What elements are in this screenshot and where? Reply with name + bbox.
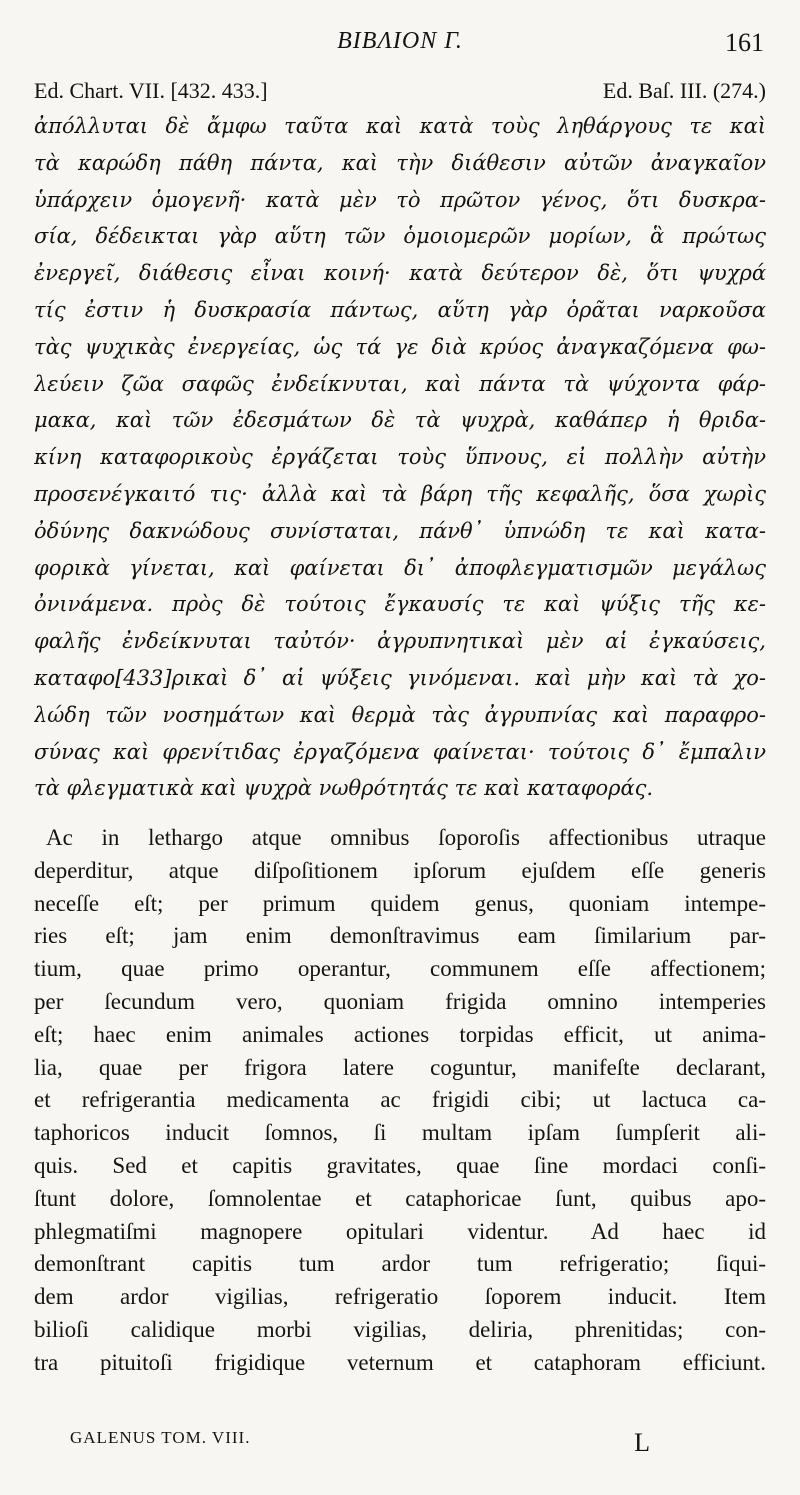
greek-line: φαλῆς ἐνδείκνυται ταὐτόν· ἀγρυπνητικαὶ μὲν αἱ ἐγκαύσεις, bbox=[34, 629, 766, 654]
edition-reference-line bbox=[34, 78, 766, 104]
latin-line: deperditur, atque diſpoſitionem ipſorum ejuſdem eſſe generis bbox=[34, 857, 766, 883]
latin-line: bilioſi calidique morbi vigilias, deliria, phrenitidas; con- bbox=[34, 1316, 766, 1342]
latin-line: ries eſt; jam enim demonſtravimus eam ſimilarium par- bbox=[34, 923, 766, 949]
latin-line: per ſecundum vero, quoniam frigida omnino intemperies bbox=[34, 988, 766, 1014]
greek-line: φορικὰ γίνεται, καὶ φαίνεται δι᾽ ἀποφλεγματισμῶν μεγάλως bbox=[34, 555, 766, 580]
sheet-signature-letter: L bbox=[634, 1428, 650, 1457]
greek-line: τίς ἐστιν ἡ δυσκρασία πάντως, αὕτη γὰρ ὁρᾶται ναρκοῦσα bbox=[34, 297, 766, 322]
basel-edition-reference: Ed. Baſ. III. (274.) bbox=[602, 78, 766, 103]
latin-line: tra pituitoſi frigidique veternum et cataphoram efficiunt. bbox=[34, 1349, 766, 1375]
greek-line: μακα, καὶ τῶν ἐδεσμάτων δὲ τὰ ψυχρὰ, καθάπερ ἡ θριδα- bbox=[34, 408, 766, 433]
latin-line: phlegmatiſmi magnopere opitulari videntur. Ad haec id bbox=[34, 1218, 766, 1244]
greek-line: λεύειν ζῶα σαφῶς ἐνδείκνυται, καὶ πάντα τὰ ψύχοντα φάρ- bbox=[34, 371, 766, 396]
latin-line: ſtunt dolore, ſomnolentae et cataphoricae ſunt, quibus apo- bbox=[34, 1185, 766, 1211]
greek-line: λώδη τῶν νοσημάτων καὶ θερμὰ τὰς ἀγρυπνίας καὶ παραφρο- bbox=[34, 702, 766, 727]
page-footer bbox=[70, 1428, 650, 1458]
latin-line: eſt; haec enim animales actiones torpidas efficit, ut anima- bbox=[34, 1021, 766, 1047]
greek-line: καταφο[433]ρικαὶ δ᾽ αἱ ψύξεις γινόμεναι. καὶ μὴν καὶ τὰ χο- bbox=[34, 665, 766, 690]
greek-line: σύνας καὶ φρενίτιδας ἐργαζόμενα φαίνεται· τούτοις δ᾽ ἔμπαλιν bbox=[34, 739, 766, 764]
running-title: BIBΛION Γ. bbox=[337, 28, 463, 54]
greek-line: τὰ καρώδη πάθη πάντα, καὶ τὴν διάθεσιν αὐτῶν ἀναγκαῖον bbox=[34, 150, 766, 175]
greek-line-last: τὰ φλεγματικὰ καὶ ψυχρὰ νωθρότητάς τε καὶ καταφοράς. bbox=[34, 776, 654, 801]
latin-line: tium, quae primo operantur, communem eſſe affectionem; bbox=[34, 956, 766, 982]
greek-line: ὀδύνης δακνώδους συνίσταται, πάνθ᾽ ὑπνώδη τε καὶ κατα- bbox=[34, 518, 766, 543]
greek-line: προσενέγκαιτό τις· ἀλλὰ καὶ τὰ βάρη τῆς κεφαλῆς, ὅσα χωρὶς bbox=[34, 481, 766, 506]
greek-line: ὑπάρχειν ὁμογενῆ· κατὰ μὲν τὸ πρῶτον γένος, ὅτι δυσκρα- bbox=[34, 187, 766, 212]
page-number: 161 bbox=[725, 28, 764, 57]
greek-line: σία, δέδεικται γὰρ αὕτη τῶν ὁμοιομερῶν μορίων, ἃ πρώτως bbox=[34, 224, 766, 249]
latin-line-first: Ac in lethargo atque omnibus ſoporoſis affectionibus utraque bbox=[46, 825, 766, 850]
latin-line: demonſtrant capitis tum ardor tum refrigeratio; ſiqui- bbox=[34, 1251, 766, 1277]
greek-line: κίνη καταφορικοὺς ἐργάζεται τοὺς ὕπνους, εἰ πολλὴν αὐτὴν bbox=[34, 445, 766, 470]
greek-text-block bbox=[34, 108, 766, 807]
greek-line: τὰς ψυχικὰς ἐνεργείας, ὡς τά γε διὰ κρύος ἀναγκαζόμενα φω- bbox=[34, 334, 766, 359]
greek-line: ὀνινάμενα. πρὸς δὲ τούτοις ἔγκαυσίς τε καὶ ψύξις τῆς κε- bbox=[34, 592, 766, 617]
greek-line: ἀπόλλυται δὲ ἄμφω ταῦτα καὶ κατὰ τοὺς ληθάργους τε καὶ bbox=[34, 114, 766, 138]
latin-line: dem ardor vigilias, refrigeratio ſoporem inducit. Item bbox=[34, 1284, 766, 1310]
latin-line: quis. Sed et capitis gravitates, quae ſine mordaci conſi- bbox=[34, 1152, 766, 1178]
latin-line: et refrigerantia medicamenta ac frigidi cibi; ut lactuca ca- bbox=[34, 1087, 766, 1113]
latin-line: neceſſe eſt; per primum quidem genus, quoniam intempe- bbox=[34, 890, 766, 916]
latin-line: lia, quae per frigora latere coguntur, manifeſte declarant, bbox=[34, 1054, 766, 1080]
latin-line: taphoricos inducit ſomnos, ſi multam ipſam ſumpſerit ali- bbox=[34, 1120, 766, 1146]
chartier-edition-reference: Ed. Chart. VII. [432. 433.] bbox=[34, 78, 268, 103]
volume-signature-mark: GALENUS TOM. VIII. bbox=[70, 1428, 251, 1447]
latin-text-block bbox=[34, 822, 766, 1380]
greek-line: ἐνεργεῖ, διάθεσις εἶναι κοινή· κατὰ δεύτερον δὲ, ὅτι ψυχρά bbox=[34, 261, 766, 286]
